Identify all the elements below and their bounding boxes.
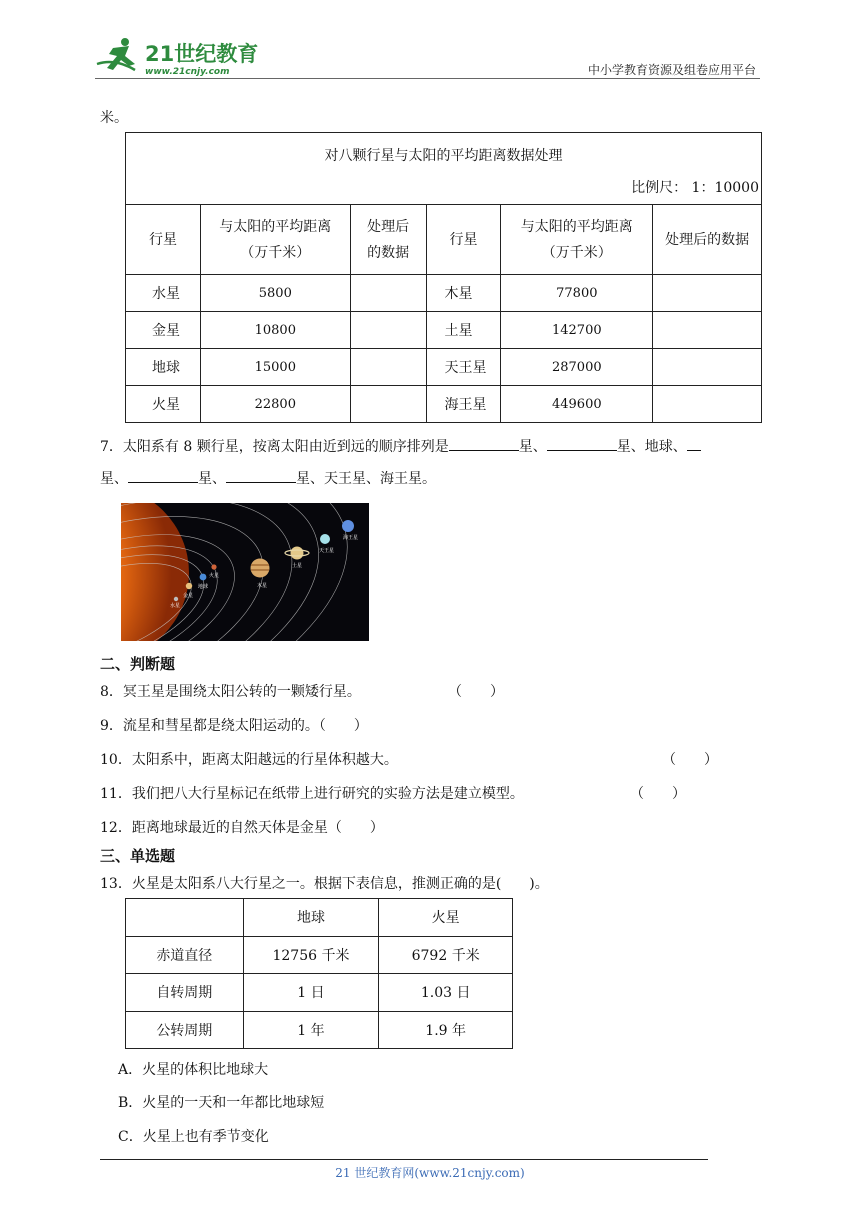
question-12: 12．距离地球最近的自然天体是金星（ ） <box>100 820 384 836</box>
table-row <box>126 349 762 386</box>
planet-cell: 天王星 <box>426 349 501 386</box>
header-divider <box>95 78 760 79</box>
column-mars: 火星 <box>379 899 513 937</box>
planet-label: 土星 <box>292 563 303 569</box>
answer-paren[interactable]: （ ） <box>662 752 718 768</box>
question-9: 9．流星和彗星都是绕太阳运动的。（ ） <box>100 718 368 734</box>
logo-text: 21世纪教育 <box>145 42 259 66</box>
answer-blank[interactable] <box>687 437 701 451</box>
page-header <box>95 34 760 78</box>
runner-icon <box>97 38 135 70</box>
question-8: 8．冥王星是围绕太阳公转的一颗矮行星。 （ ） <box>100 681 361 701</box>
saturn-icon <box>291 547 304 560</box>
planet-label: 木星 <box>257 583 268 589</box>
distance-cell: 142700 <box>501 312 653 349</box>
earth-mars-table <box>125 898 513 1049</box>
neptune-icon <box>342 520 354 532</box>
answer-blank[interactable] <box>128 469 198 483</box>
planet-label: 金星 <box>183 593 194 599</box>
table-header-row <box>126 899 513 937</box>
planet-cell: 水星 <box>126 275 201 312</box>
option-a[interactable]: A．火星的体积比地球大 <box>118 1062 269 1078</box>
section-title-single-choice: 三、单选题 <box>100 847 176 865</box>
planet-cell: 火星 <box>126 386 201 423</box>
logo-url: www.21cnjy.com <box>145 67 230 77</box>
distance-cell: 449600 <box>501 386 653 423</box>
scale-label: 比例尺： 1：10000 <box>631 180 759 196</box>
mars-icon <box>211 564 216 569</box>
header-processed-2: 处理后的数据 <box>653 205 762 275</box>
distance-cell: 10800 <box>200 312 350 349</box>
column-earth: 地球 <box>243 899 379 937</box>
venus-icon <box>186 583 192 589</box>
question-7-line-2: 星、 星、 星、天王星、海王星。 <box>100 471 436 487</box>
table-row: 自转周期 1 日 1.03 日 <box>126 974 513 1012</box>
answer-blank[interactable] <box>449 437 519 451</box>
answer-blank[interactable] <box>226 469 296 483</box>
table-row: 赤道直径 12756 千米 6792 千米 <box>126 936 513 974</box>
planet-distance-table <box>125 132 762 423</box>
question-7-line-1: 7．太阳系有 8 颗行星，按离太阳由近到远的顺序排列是 星、 星、地球、 <box>100 436 701 456</box>
option-b[interactable]: B．火星的一天和一年都比地球短 <box>118 1095 325 1111</box>
distance-cell: 15000 <box>200 349 350 386</box>
table-caption <box>126 133 762 205</box>
planet-cell: 海王星 <box>426 386 501 423</box>
distance-cell: 5800 <box>200 275 350 312</box>
footer-link[interactable]: 21 世纪教育网(www.21cnjy.com) <box>335 1166 525 1180</box>
question-11: 11．我们把八大行星标记在纸带上进行研究的实验方法是建立模型。 （ ） <box>100 783 524 803</box>
processed-cell[interactable] <box>653 349 762 386</box>
logo <box>95 34 265 78</box>
option-c[interactable]: C．火星上也有季节变化 <box>118 1129 269 1145</box>
planet-label: 水星 <box>170 603 181 609</box>
text-fragment: 米。 <box>100 110 128 126</box>
uranus-icon <box>320 534 330 544</box>
planet-cell: 地球 <box>126 349 201 386</box>
planet-label: 天王星 <box>319 548 335 554</box>
header-planet-2: 行星 <box>426 205 501 275</box>
jupiter-icon <box>251 559 270 578</box>
planet-cell: 金星 <box>126 312 201 349</box>
planet-label: 地球 <box>198 584 209 590</box>
planet-cell: 土星 <box>426 312 501 349</box>
processed-cell[interactable] <box>350 275 426 312</box>
distance-cell: 22800 <box>200 386 350 423</box>
table-row <box>126 386 762 423</box>
processed-cell[interactable] <box>653 275 762 312</box>
distance-cell: 287000 <box>501 349 653 386</box>
earth-icon <box>200 574 207 581</box>
processed-cell[interactable] <box>350 349 426 386</box>
header-planet: 行星 <box>126 205 201 275</box>
processed-cell[interactable] <box>350 312 426 349</box>
solar-system-image <box>121 503 369 641</box>
table-row: 公转周期 1 年 1.9 年 <box>126 1011 513 1049</box>
answer-paren[interactable]: （ ） <box>630 786 686 802</box>
question-10: 10．太阳系中，距离太阳越远的行星体积越大。 （ ） <box>100 749 398 769</box>
header-distance: 与太阳的平均距离 （万千米） <box>200 205 350 275</box>
table-title: 对八颗行星与太阳的平均距离数据处理 <box>324 148 563 164</box>
processed-cell[interactable] <box>653 312 762 349</box>
processed-cell[interactable] <box>653 386 762 423</box>
header-distance-2: 与太阳的平均距离 （万千米） <box>501 205 653 275</box>
distance-cell: 77800 <box>501 275 653 312</box>
planet-label: 海王星 <box>343 535 359 541</box>
processed-cell[interactable] <box>350 386 426 423</box>
answer-blank[interactable] <box>547 437 617 451</box>
header-processed: 处理后 的数据 <box>350 205 426 275</box>
platform-name: 中小学教育资源及组卷应用平台 <box>587 63 756 77</box>
answer-paren[interactable]: （ ） <box>448 684 504 700</box>
planet-cell: 木星 <box>426 275 501 312</box>
question-13: 13．火星是太阳系八大行星之一。根据下表信息，推测正确的是( )。 <box>100 876 549 892</box>
table-row <box>126 275 762 312</box>
planet-label: 火星 <box>209 573 220 579</box>
section-title-judgment: 二、判断题 <box>100 655 176 673</box>
table-row <box>126 312 762 349</box>
mercury-icon <box>174 597 178 601</box>
footer-divider <box>100 1159 708 1160</box>
